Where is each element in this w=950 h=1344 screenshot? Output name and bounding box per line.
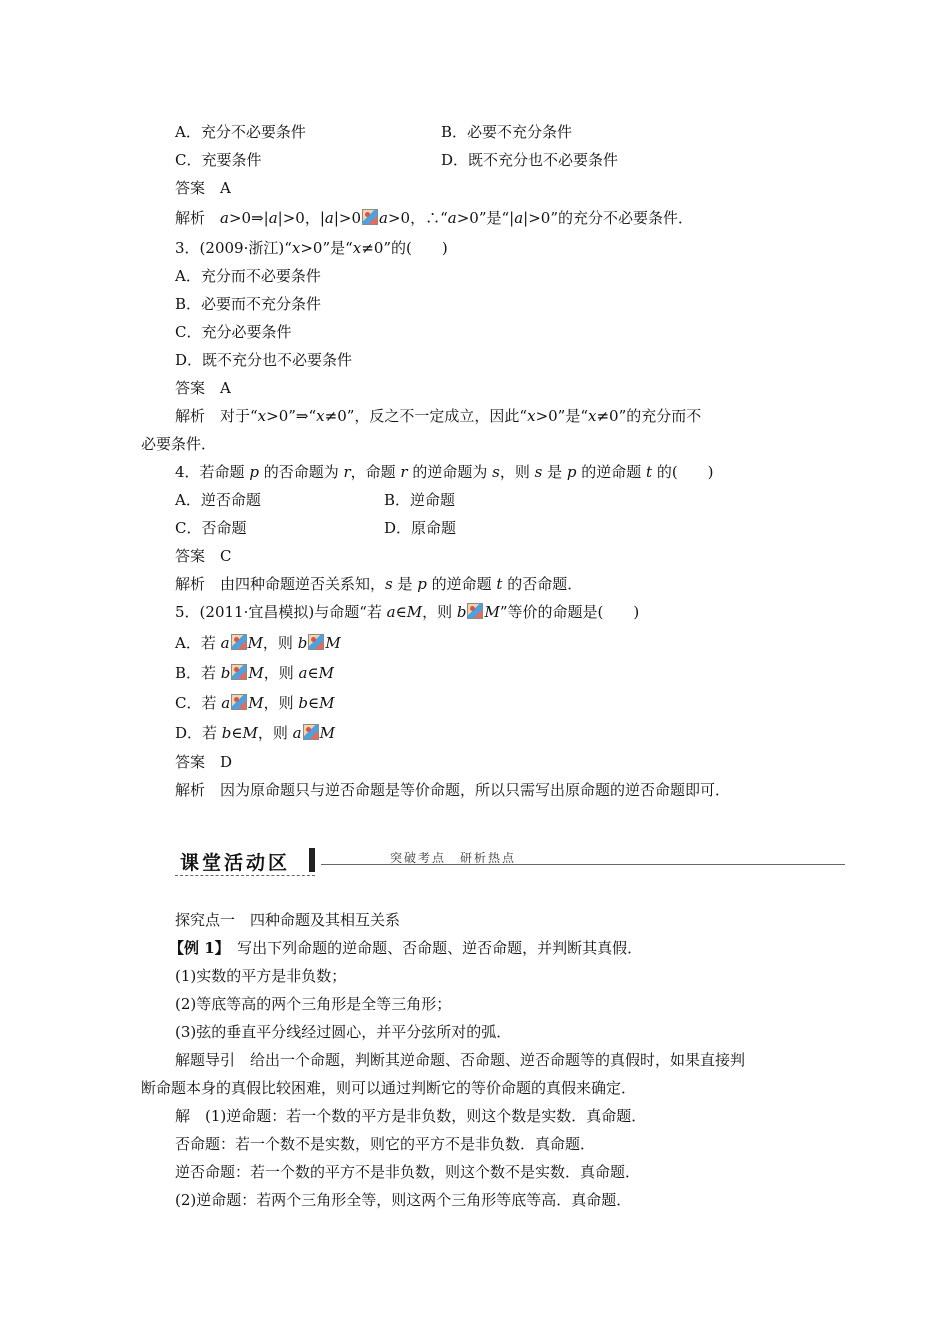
guide-line-2: 断命题本身的真假比较困难，则可以通过判断它的等价命题的真假来确定．: [141, 1079, 637, 1097]
q5-analysis: 解析 因为原命题只与逆否命题是等价命题，所以只需写出原命题的逆否命题即可．: [175, 781, 731, 799]
broken-image-icon: [308, 634, 324, 650]
q4-option-b: B．逆命题: [384, 491, 456, 509]
section-title: 课堂活动区: [180, 852, 291, 874]
example-1-item-1: (1)实数的平方是非负数；: [175, 967, 347, 985]
q4-analysis: 解析 由四种命题逆否关系知，s 是 p 的逆命题 t 的否命题．: [175, 575, 583, 593]
q3-option-b: B．必要而不充分条件: [175, 295, 322, 313]
solution-line-2: 否命题：若一个数不是实数，则它的平方不是非负数．真命题．: [175, 1135, 596, 1153]
q5-option-b: B．若 b M，则 a∈M: [175, 664, 334, 682]
q2-option-a: A．充分不必要条件: [175, 123, 306, 141]
q3-option-c: C．充分必要条件: [175, 323, 292, 341]
example-1-item-3: (3)弦的垂直平分线经过圆心，并平分弦所对的弧．: [175, 1023, 512, 1041]
q5-option-c: C．若 a M，则 b∈M: [175, 694, 335, 712]
explore-point-1: 探究点一 四种命题及其相互关系: [175, 911, 401, 929]
broken-image-icon: [231, 694, 247, 710]
q5-stem: 5．(2011·宜昌模拟)与命题“若 a∈M，则 b M”等价的命题是( ): [175, 603, 640, 621]
q5-option-a: A．若 a M，则 b M: [175, 634, 341, 652]
q4-option-a: A．逆否命题: [175, 491, 261, 509]
section-divider: [309, 848, 315, 872]
q3-stem: 3．(2009·浙江)“x>0”是“x≠0”的( ): [175, 239, 448, 257]
solution-line-4: (2)逆命题：若两个三角形全等，则这两个三角形等底等高．真命题．: [175, 1191, 632, 1209]
q2-option-d: D．既不充分也不必要条件: [441, 151, 619, 169]
section-header: [175, 842, 845, 882]
q4-stem: 4．若命题 p 的否命题为 r，命题 r 的逆命题为 s，则 s 是 p 的逆命题 t 的( ): [175, 463, 714, 481]
q2-option-c: C．充要条件: [175, 151, 262, 169]
example-1-stem: 【例 1】 写出下列命题的逆命题、否命题、逆否命题，并判断其真假．: [169, 939, 643, 957]
q2-answer: 答案 A: [175, 179, 231, 197]
q4-option-c: C．否命题: [175, 519, 247, 537]
solution-line-1: 解 (1)逆命题：若一个数的平方是非负数，则这个数是实数．真命题．: [175, 1107, 647, 1125]
broken-image-icon: [231, 664, 247, 680]
guide-line-1: 解题导引 给出一个命题，判断其逆命题、否命题、逆否命题等的真假时，如果直接判: [175, 1051, 746, 1069]
q3-analysis-line2: 必要条件．: [141, 435, 217, 453]
q4-option-d: D．原命题: [384, 519, 457, 537]
section-subtitle: 突破考点 研析热点: [390, 851, 517, 865]
broken-image-icon: [467, 603, 483, 619]
q3-option-d: D．既不充分也不必要条件: [175, 351, 353, 369]
q2-analysis: 解析 a>0⇒|a|>0，|a|>0 a>0，∴“a>0”是“|a|>0”的充分不必要条件．: [175, 209, 694, 227]
broken-image-icon: [231, 634, 247, 650]
q3-analysis-line1: 解析 对于“x>0”⇒“x≠0”，反之不一定成立，因此“x>0”是“x≠0”的充分而不: [175, 407, 702, 425]
example-1-item-2: (2)等底等高的两个三角形是全等三角形；: [175, 995, 452, 1013]
q3-answer: 答案 A: [175, 379, 231, 397]
section-dashed-rule: [175, 875, 315, 876]
q4-answer: 答案 C: [175, 547, 232, 565]
broken-image-icon: [303, 724, 319, 740]
broken-image-icon: [362, 209, 378, 225]
q5-option-d: D．若 b∈M，则 a M: [175, 724, 335, 742]
q3-option-a: A．充分而不必要条件: [175, 267, 321, 285]
solution-line-3: 逆否命题：若一个数的平方不是非负数，则这个数不是实数．真命题．: [175, 1163, 641, 1181]
q5-answer: 答案 D: [175, 753, 233, 771]
q2-option-b: B．必要不充分条件: [441, 123, 573, 141]
